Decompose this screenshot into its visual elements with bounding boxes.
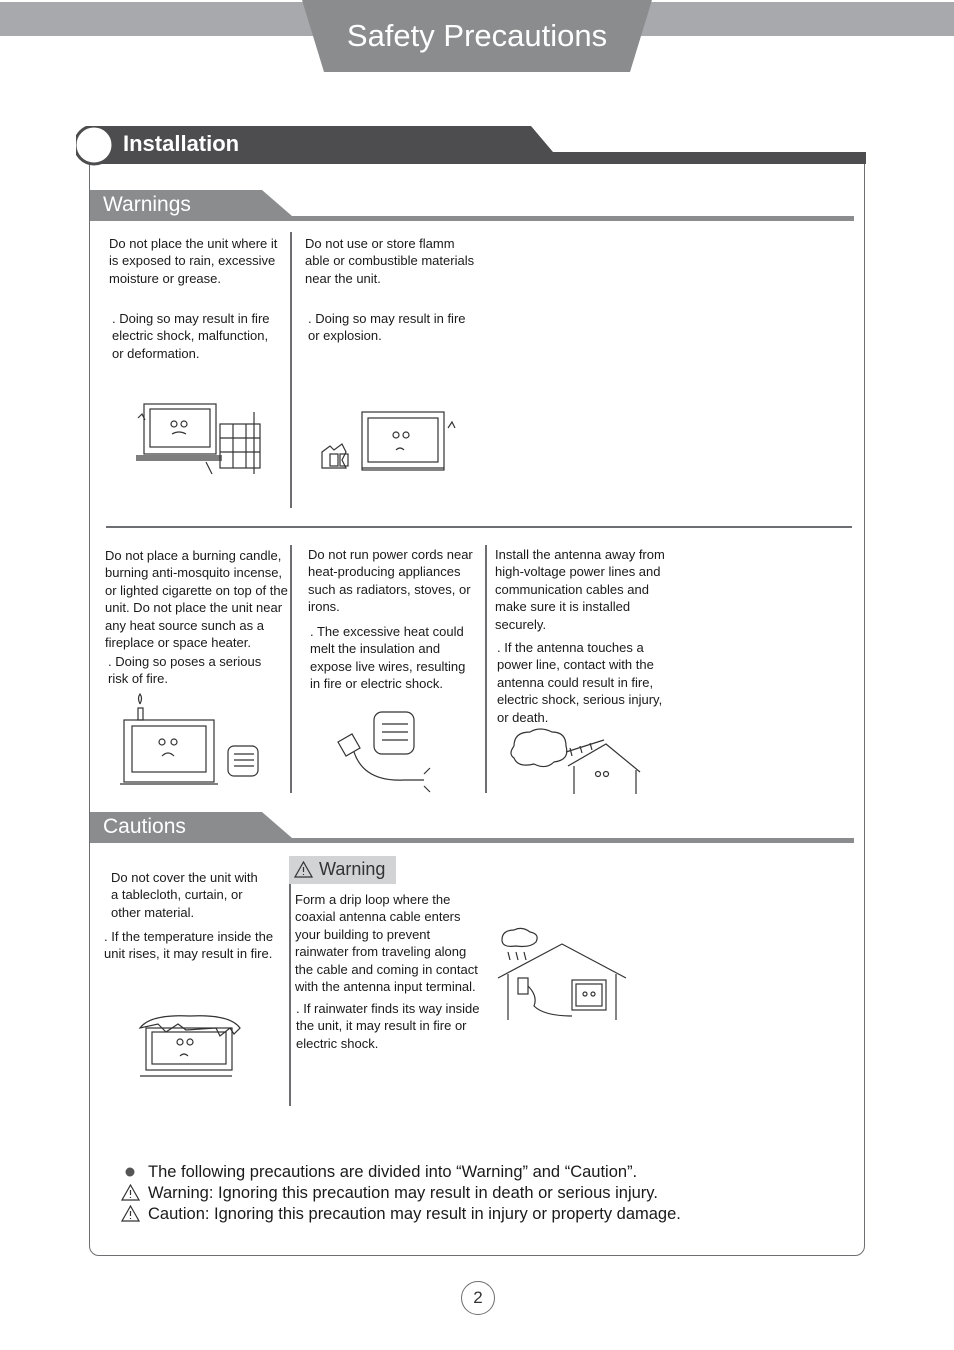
antenna-powerline-illustration [508,726,646,794]
tv-flammables-illustration [318,408,458,478]
column-divider [290,232,292,508]
tv-candle-heater-illustration [116,690,264,788]
warning-1-note: . Doing so may result in fire electric shock, malfunction, or deformation. [112,311,270,361]
warning-5-text: Install the antenna away from high-voltage power lines and communication cables and make sure it is installed securely. [495,547,665,632]
warning-4-note: . The excessive heat could melt the insulation and expose live wires, resulting in fire or electric shock. [310,624,466,692]
caution-2-note: . If rainwater finds its way inside the unit, it may result in fire or electric shock. [296,1001,480,1051]
page-title: Safety Precautions [346,18,608,53]
column-divider [289,856,291,1106]
warning-3-note: . Doing so poses a serious risk of fire. [108,654,262,687]
legend-intro: The following precautions are divided into “Warning” and “Caution”. [148,1163,638,1181]
cautions-heading: Cautions [103,815,186,838]
warnings-bar [90,188,854,222]
column-divider [290,545,292,793]
warning-1-text: Do not place the unit where it is exposed to rain, excessive moisture or grease. [109,236,278,286]
heater-cord-illustration [332,708,442,794]
warning-2-note: . Doing so may result in fire or explosion. [308,311,466,344]
bullet-icon [124,1166,136,1178]
row-divider [106,526,852,528]
caution-2-text: Form a drip loop where the coaxial antenna cable enters your building to prevent rainwater from traveling along the cable and coming in contact with the antenna input terminal. [295,892,478,995]
warnings-heading: Warnings [103,193,191,216]
installation-heading: Installation [123,131,240,156]
warning-tab-label: Warning [319,859,386,879]
cautions-bar [90,810,854,844]
warning-2-text: Do not use or store flamm able or combustible materials near the unit. [305,236,475,286]
warning-triangle-icon [121,1205,140,1222]
warning-4-text: Do not run power cords near heat-producing appliances such as radiators, stoves, or irons. [308,547,473,615]
warning-triangle-icon [294,861,313,878]
column-divider [485,545,487,793]
warning-triangle-icon [121,1184,140,1201]
caution-1-note: . If the temperature inside the unit rises, it may result in fire. [104,929,274,962]
legend-warning: Warning: Ignoring this precaution may result in death or serious injury. [148,1184,658,1202]
covered-tv-illustration [136,1010,242,1080]
legend-caution: Caution: Ignoring this precaution may result in injury or property damage. [148,1205,681,1223]
warning-3-text: Do not place a burning candle, burning anti-mosquito incense, or lighted cigarette on top of the unit. Do not place the unit near any heat source sunch as a fireplace or space heater. [105,548,288,651]
warning-5-note: . If the antenna touches a power line, contact with the antenna could result in fire, electric shock, serious injury, or death. [497,640,663,725]
drip-loop-house-illustration [494,926,632,1022]
page-number: 2 [461,1281,495,1315]
tv-rain-illustration [132,400,267,478]
caution-1-text: Do not cover the unit with a tablecloth, curtain, or other material. [111,870,258,920]
